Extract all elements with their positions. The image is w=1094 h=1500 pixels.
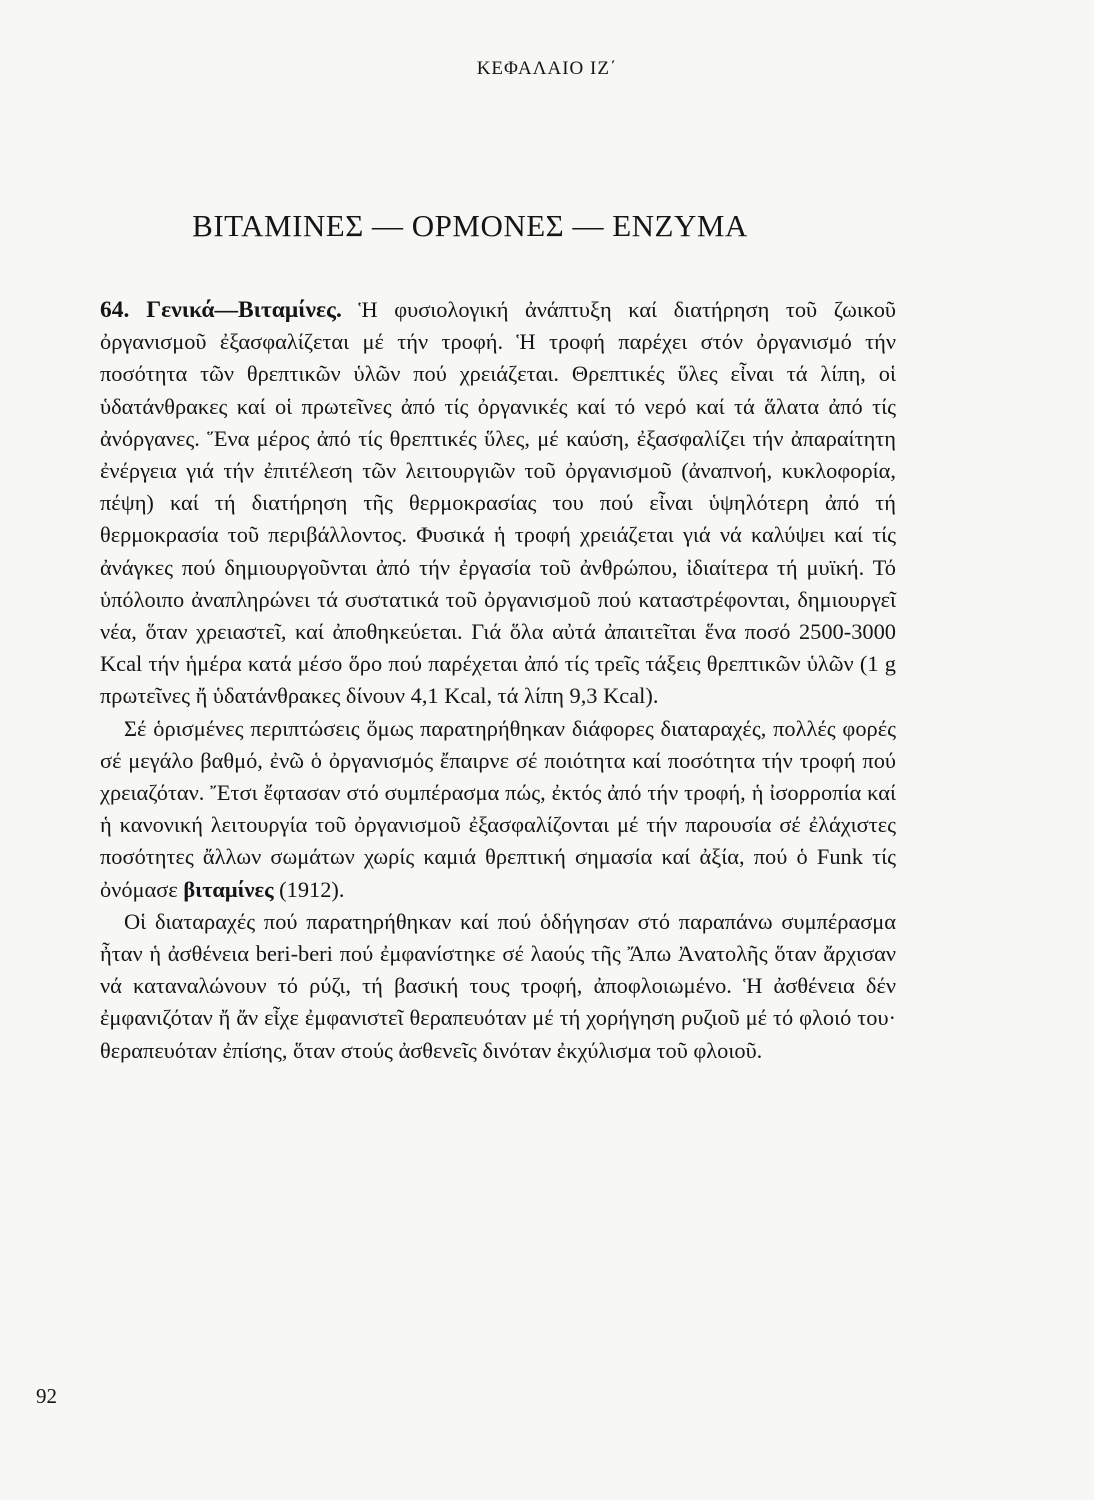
- paragraph-1-text: Ἡ φυσιολογική ἀνάπτυξη καί διατήρηση τοῦ ζωικοῦ ὀργανισμοῦ ἐξασφαλίζεται μέ τήν τροφή. Ἡ τροφή παρέχει στόν ὀργανισμό τήν ποσότητα τῶν θρεπτικῶν ὑλῶν πού χρειάζεται. Θρεπτικές ὕλες εἶναι τά λίπη, οἱ ὑδατάνθρακες καί οἱ πρωτεῖνες ἀπό τίς ὀργανικές καί τό νερό καί τά ἅλατα ἀπό τίς ἀνόργανες. Ἕνα μέρος ἀπό τίς θρεπτικές ὕλες, μέ καύση, ἐξασφαλίζει τήν ἀπαραίτητη ἐνέργεια γιά τήν ἐπιτέλεση τῶν λειτουργιῶν τοῦ ὀργανισμοῦ (ἀναπνοή, κυκλοφορία, πέψη) καί τή διατήρηση τῆς θερμοκρασίας του πού εἶναι ὑψηλότερη ἀπό τή θερμοκρασία τοῦ περιβάλλοντος. Φυσικά ἡ τροφή χρειάζεται γιά νά καλύψει καί τίς ἀνάγκες πού δημιουργοῦνται ἀπό τήν ἐργασία τοῦ ἀνθρώπου, ἰδιαίτερα τή μυϊκή. Τό ὑπόλοιπο ἀναπληρώνει τά συστατικά τοῦ ὀργανισμοῦ πού καταστρέφονται, δημιουργεῖ νέα, ὅταν χρειαστεῖ, καί ἀποθηκεύεται. Γιά ὅλα αὐτά ἀπαιτεῖται ἕνα ποσό 2500-3000 Kcal τήν ἡμέρα κατά μέσο ὅρο πού παρέχεται ἀπό τίς τρεῖς τάξεις θρεπτικῶν ὑλῶν (1 g πρωτεῖνες ἤ ὑδατάνθρακες δίνουν 4,1 Kcal, τά λίπη 9,3 Kcal).: [100, 297, 896, 709]
- paragraph-1: [100, 294, 896, 713]
- section-heading: 64. Γενικά—Βιταμίνες.: [100, 297, 342, 323]
- paragraph-2-text-before: Σέ ὁρισμένες περιπτώσεις ὅμως παρατηρήθηκαν διάφορες διαταραχές, πολλές φορές σέ μεγάλο βαθμό, ἐνῶ ὁ ὀργανισμός ἔπαιρνε σέ ποιότητα καί ποσότητα τήν τροφή πού χρειαζόταν. Ἔτσι ἔφτασαν στό συμπέρασμα πώς, ἐκτός ἀπό τήν τροφή, ἡ ἰσορροπία καί ἡ κανονική λειτουργία τοῦ ὀργανισμοῦ ἐξασφαλίζονται μέ τήν παρουσία σέ ἐλάχιστες ποσότητες ἄλλων σωμάτων χωρίς καμιά θρεπτική σημασία καί ἀξία, πού ὁ Funk τίς ὀνόμασε: [100, 715, 896, 902]
- body-text: [100, 294, 896, 1067]
- paragraph-2-text-after: (1912).: [279, 876, 345, 902]
- page-number: 92: [36, 1384, 57, 1408]
- chapter-title: ΒΙΤΑΜΙΝΕΣ — ΟΡΜΟΝΕΣ — ΕΝΖΥΜΑ: [192, 208, 748, 243]
- chapter-label: ΚΕΦΑΛΑΙΟ ΙΖ΄: [476, 58, 618, 79]
- term-vitamins: βιταμίνες: [183, 876, 274, 902]
- paragraph-2: [100, 713, 896, 906]
- paragraph-3: Οἱ διαταραχές πού παρατηρήθηκαν καί πού ὁδήγησαν στό παραπάνω συμπέρασμα ἦταν ἡ ἀσθένεια beri-beri πού ἐμφανίστηκε σέ λαούς τῆς Ἄπω Ἀνατολῆς ὅταν ἄρχισαν νά καταναλώνουν τό ρύζι, τή βασική τους τροφή, ἀποφλοιωμένο. Ἡ ἀσθένεια δέν ἐμφανιζόταν ἤ ἄν εἶχε ἐμφανιστεῖ θεραπευόταν μέ τή χορήγηση ρυζιοῦ μέ τό φλοιό του· θεραπευόταν ἐπίσης, ὅταν στούς ἀσθενεῖς δινόταν ἐκχύλισμα τοῦ φλοιοῦ.: [100, 908, 896, 1063]
